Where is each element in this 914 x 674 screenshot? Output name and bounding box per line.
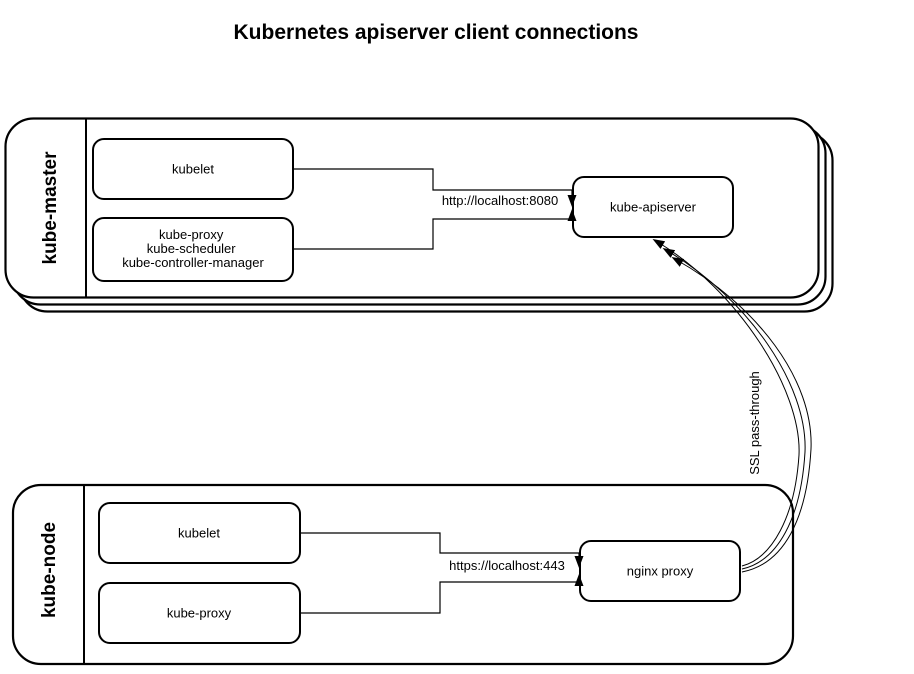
diagram-title: Kubernetes apiserver client connections [233, 21, 639, 44]
node-edge-label: https://localhost:443 [449, 558, 565, 573]
kube-apiserver-label: kube-apiserver [610, 199, 696, 215]
master-edge-label: http://localhost:8080 [441, 193, 559, 208]
ssl-edge-label: SSL pass-through [747, 371, 762, 475]
master-kubelet-label: kubelet [172, 161, 214, 177]
kube-node-label: kube-node [39, 521, 60, 619]
node-kube-proxy-label: kube-proxy [166, 605, 232, 621]
kube-master-label: kube-master [40, 151, 61, 265]
master-service-kube-scheduler: kube-scheduler [146, 241, 236, 256]
master-service-kube-controller-manager: kube-controller-manager [122, 255, 264, 270]
node-kubelet-label: kubelet [178, 525, 220, 541]
nginx-proxy-label: nginx proxy [626, 563, 694, 579]
master-service-kube-proxy: kube-proxy [159, 227, 224, 242]
kube-node-group [13, 485, 793, 664]
kube-master-group [6, 119, 833, 312]
